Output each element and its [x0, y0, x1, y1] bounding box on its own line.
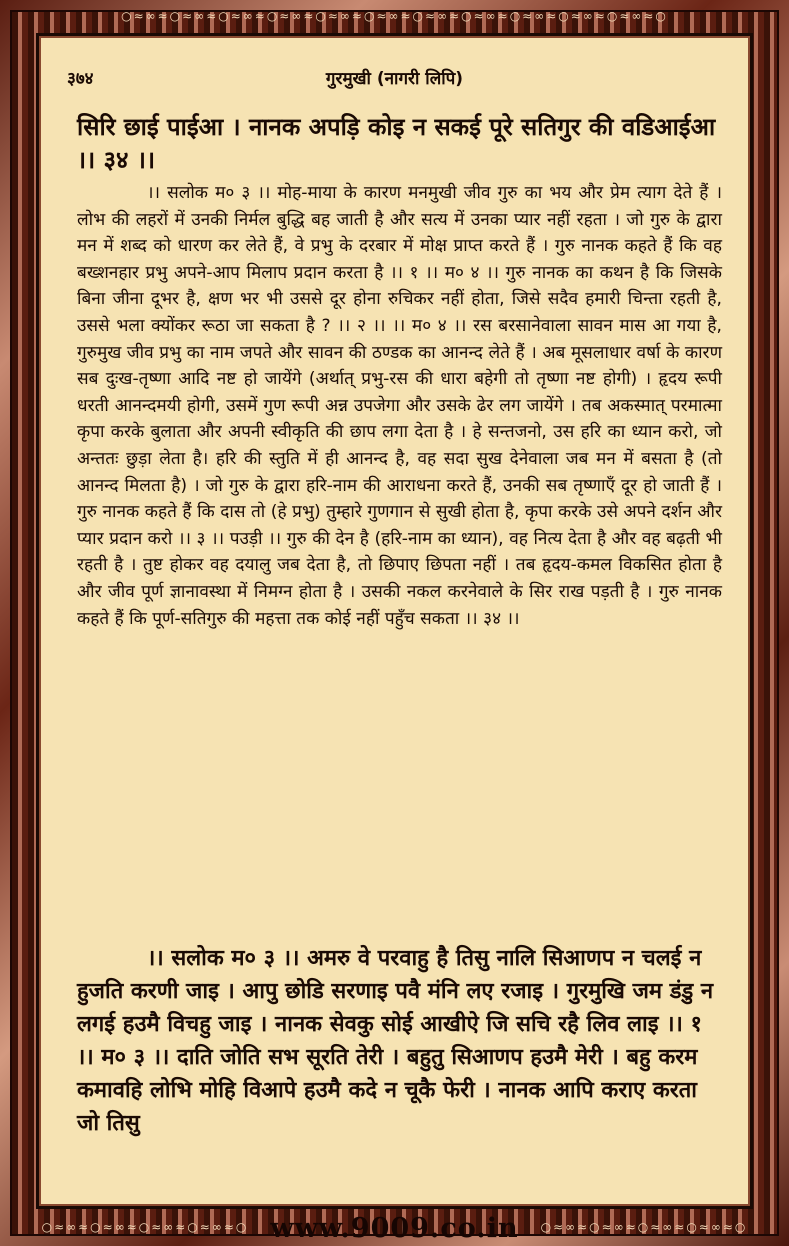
- website-footer: www.9009.co.in: [270, 1213, 519, 1244]
- gurbani-verse-top: सिरि छाई पाईआ । नानक अपड़ि कोइ न सकई पूरे सतिगुर की वडिआईआ ।। ३४ ।।: [77, 113, 716, 174]
- page-paper: [36, 33, 753, 1209]
- running-title: गुरमुखी (नागरी लिपि): [325, 69, 464, 89]
- bottom-left-ornament: ○≈∞≈○≈∞≈○≈∞≈○≈∞≈○: [41, 1220, 249, 1234]
- bottom-right-ornament: ○≈∞≈○≈∞≈○≈∞≈○≈∞≈○: [540, 1220, 748, 1234]
- gurbani-verse-bottom: ।। सलोक म० ३ ।। अमरु वे परवाहु है तिसु नालि सिआणप न चलई न हुजति करणी जाइ । आपु छोडि सरणाइ पवै मंनि लए रजाइ । गुरमुखि जम डंडु न लगई हउमै विचहु जाइ । नानक सेवकु सोई आखीऐ जि सचि रहै लिव लाइ ।। १ ।। म० ३ ।। दाति जोति सभ सूरति तेरी । बहुतु सिआणप हउमै मेरी । बहु करम कमावहि लोभि मोहि विआपे हउमै कदे न चूकै फेरी । नानक आपि कराए करता जो तिसु: [77, 946, 714, 1136]
- hindi-commentary: ।। सलोक म० ३ ।। मोह-माया के कारण मनमुखी जीव गुरु का भय और प्रेम त्याग देते हैं । लोभ की लहरों में उनकी निर्मल बुद्धि बह जाती है और सत्य में उनका प्यार नहीं रहता । जो गुरु के द्वारा मन में शब्द को धारण कर लेते हैं, वे प्रभु के दरबार में मोक्ष प्राप्त करते हैं । गुरु नानक कहते हैं कि वह बख्शनहार प्रभु अपने-आप मिलाप प्रदान करता है ।। १ ।। म० ४ ।। गुरु नानक का कथन है कि जिसके बिना जीना दूभर है, क्षण भर भी उससे दूर होना रुचिकर नहीं होता, जिसे सदैव हमारी चिन्ता रहती है, उससे भला क्योंकर रूठा जा सकता है ? ।। २ ।। ।। म० ४ ।। रस बरसानेवाला सावन मास आ गया है, गुरुमुख जीव प्रभु का नाम जपते और सावन की ठण्डक का आनन्द लेते हैं । अब मूसलाधार वर्षा के कारण सब दुःख-तृष्णा आदि नष्ट हो जायेंगे (अर्थात् प्रभु-रस की धारा बहेगी तो तृष्णा नष्ट होगी) । हृदय रूपी धरती आनन्दमयी होगी, उसमें गुण रूपी अन्न उपजेगा और उसके ढेर लग जायेंगे । तब अकस्मात् परमात्मा कृपा करके बुलाता और अपनी स्वीकृति की छाप लगा देता है । हे सन्तजनो, उस हरि का ध्यान करो, जो अन्ततः छुड़ा लेता है। हरि की स्तुति में ही आनन्द है, वह सदा सुख देनेवाला जब मन में बसता है (तो आनन्द मिलता है) । जो गुरु के द्वारा हरि-नाम की आराधना करते हैं, उनकी सब तृष्णाएँ दूर हो जाती हैं । गुरु नानक कहते हैं कि दास तो (हे प्रभु) तुम्हारे गुणगान से सुखी होता है, कृपा करके उसे अपने दर्शन और प्यार प्रदान करो ।। ३ ।। पउड़ी ।। गुरु की देन है (हरि-नाम का ध्यान), वह नित्य देता है और वह बढ़ती भी रहती है । तुष्ट होकर वह दयालु जब देता है, तो छिपाए छिपता नहीं । तब हृदय-कमल विकसित होता है और जीव पूर्ण ज्ञानावस्था में निमग्न होता है । उसकी नकल करनेवाले के सिर राख पड़ती है । गुरु नानक कहते हैं कि पूर्ण-सतिगुरु की महत्ता तक कोई नहीं पहुँच सकता ।। ३४ ।।: [77, 183, 722, 629]
- page-header: [67, 66, 722, 94]
- top-ornament: ○≈∞≈○≈∞≈○≈∞≈○≈∞≈○≈∞≈○≈∞≈○≈∞≈○≈∞≈○≈∞≈○≈∞≈○≈∞≈○: [121, 9, 668, 23]
- page-number: ३७४: [67, 69, 94, 89]
